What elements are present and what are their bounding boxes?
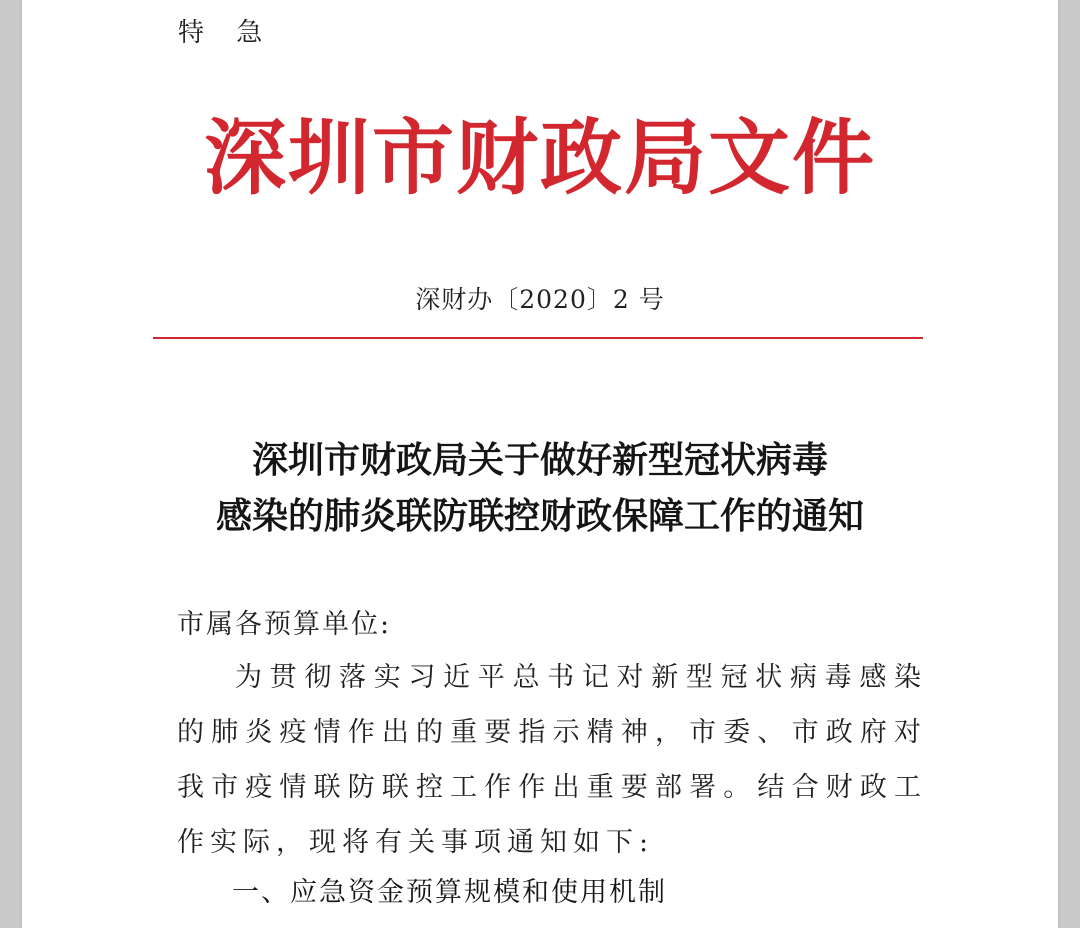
- document-body: [177, 600, 927, 870]
- document-title: [22, 432, 1058, 544]
- document-number: 深财办〔2020〕2 号: [415, 285, 665, 314]
- section-heading: 一、应急资金预算规模和使用机制: [232, 877, 667, 908]
- paragraph: 为贯彻落实习近平总书记对新型冠状病毒感染的肺炎疫情作出的重要指示精神，市委、市政府对我市疫情联防联控工作作出重要部署。结合财政工作实际，现将有关事项通知如下:: [177, 662, 927, 858]
- issuer-header: 深圳市财政局文件: [203, 110, 876, 206]
- urgency-marker: 特 急: [178, 18, 275, 48]
- watermark: [202, 0, 626, 420]
- title-line-2: 感染的肺炎联防联控财政保障工作的通知: [215, 495, 864, 537]
- title-line-1: 深圳市财政局关于做好新型冠状病毒: [251, 439, 828, 481]
- document-page: [22, 0, 1058, 928]
- addressee: 市属各预算单位:: [177, 609, 392, 640]
- red-divider-line: [153, 337, 923, 339]
